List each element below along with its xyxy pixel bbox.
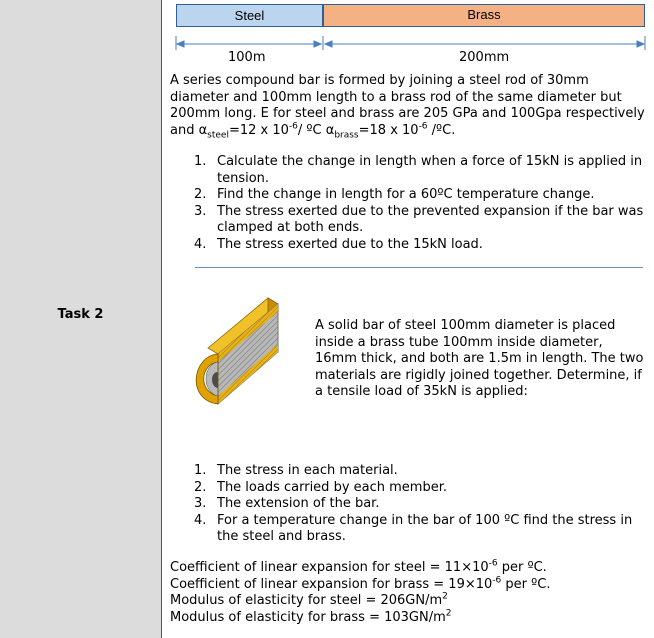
task-label-column	[0, 0, 162, 638]
task-content	[162, 0, 654, 638]
problem1-statement: A series compound bar is formed by joining a steel rod of 30mm diameter and 100mm length to a brass rod of the same diameter but 200mm long. E for steel and brass are 205 GPa and 100Gpa respectively and $\alpha_{steel}=12$ x $10^{-6}/$ ºC $\alpha_{brass}=18$ x $10^{-6}$ /ºC.	[170, 73, 645, 141]
task-label: Task 2	[57, 307, 104, 322]
constant-steel-modulus: Modulus of elasticity for steel = $206GN/m^2$	[170, 591, 448, 608]
list-item: 4. For a temperature change in the bar of 100 ºC find the stress in the steel and brass.	[194, 512, 633, 544]
list-item: 3. The extension of the bar.	[194, 496, 380, 511]
brass-label: Brass	[467, 7, 501, 22]
problem2-questions	[194, 463, 644, 546]
list-item: 3. The stress exerted due to the prevented expansion if the bar was clamped at both ends.	[194, 203, 644, 235]
brass-rod-segment	[323, 4, 645, 27]
list-item: 1. Calculate the change in length when a force of 15kN is applied in tension.	[194, 154, 643, 186]
problem1-questions	[194, 154, 644, 253]
steel-label: Steel	[234, 8, 265, 23]
compound-tube-illustration	[182, 292, 282, 412]
constant-steel-expansion: Coefficient of linear expansion for steel = $11\times 10^{-6}$ per ºC.	[170, 558, 547, 575]
section-divider	[195, 267, 643, 268]
list-item: 2. Find the change in length for a 60ºC temperature change.	[194, 187, 595, 202]
brass-length-label: 200mm	[459, 50, 510, 65]
constant-brass-modulus: Modulus of elasticity for brass = $103GN/m^2$	[170, 608, 452, 625]
list-item: 1. The stress in each material.	[194, 463, 398, 478]
steel-length-label: 100m	[228, 50, 266, 65]
material-constants	[170, 560, 650, 626]
dimension-lines	[162, 30, 654, 52]
steel-rod-segment	[176, 4, 323, 27]
list-item: 2. The loads carried by each member.	[194, 479, 447, 495]
list-item: 4. The stress exerted due to the 15kN load.	[194, 236, 483, 252]
constant-brass-expansion: Coefficient of linear expansion for brass = $19\times 10^{-6}$ per ºC.	[170, 575, 551, 592]
problem2-statement: A solid bar of steel 100mm diameter is placed inside a brass tube 100mm inside diameter, 16mm thick, and both are 1.5m in length. The two materials are rigidly joined together. Determine, if a tensile load of 35kN is applied:	[315, 318, 644, 399]
